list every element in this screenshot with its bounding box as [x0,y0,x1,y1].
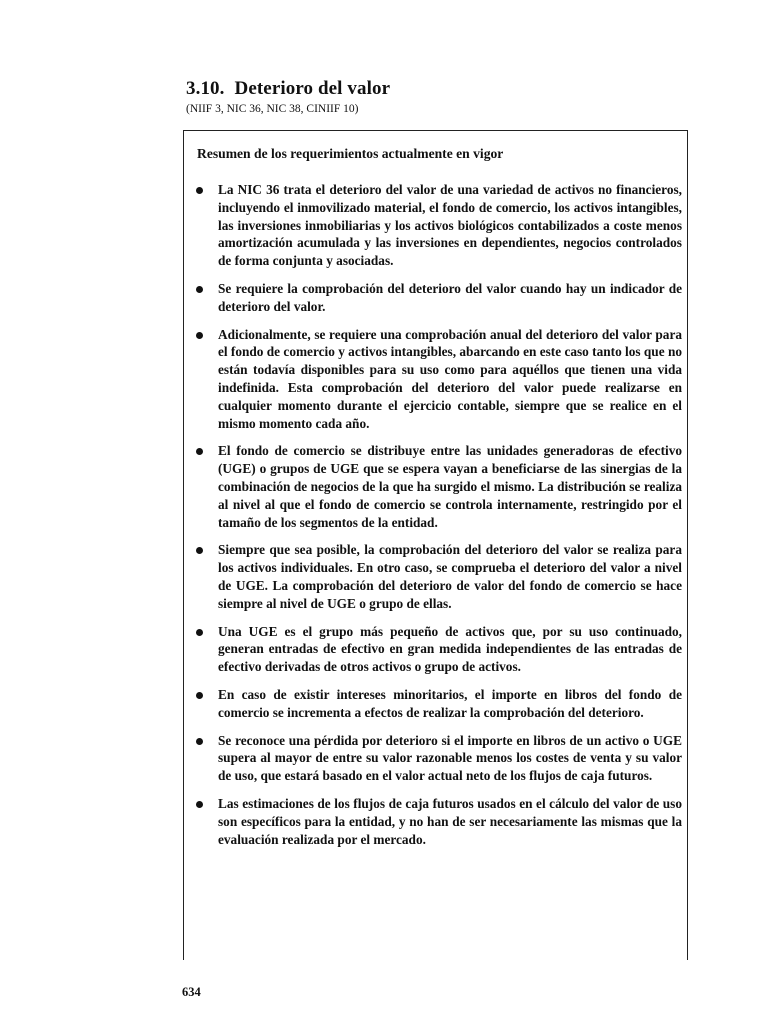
list-item [194,181,682,270]
list-item-text: El fondo de comercio se distribuye entre las unidades generadoras de efectivo (UGE) o grupos de UGE que se espera vayan a beneficiarse de las sinergias de la combinación de negocios de la que ha surgido el mismo. La distribución se realiza al nivel al que el fondo de comercio se controla internamente, restringido por el tamaño de los segmentos de la entidad. [218,443,682,530]
list-item [194,795,682,848]
list-item [194,326,682,433]
bullet-icon [196,187,203,194]
list-item [194,280,682,316]
bullet-icon [196,332,203,339]
requirements-list [194,181,682,858]
list-item [194,623,682,676]
list-item [194,541,682,612]
list-item-text: Se requiere la comprobación del deterioro del valor cuando hay un indicador de deterioro del valor. [218,280,682,314]
bullet-icon [196,448,203,455]
page-number: 634 [182,985,201,999]
section-number: 3.10. [186,78,225,99]
list-item-text: Las estimaciones de los flujos de caja futuros usados en el cálculo del valor de uso son específicos para la entidad, y no han de ser necesariamente las mismas que la evaluación realizada por el mercado. [218,795,682,847]
list-item-text: Se reconoce una pérdida por deterioro si el importe en libros de un activo o UGE supera al mayor de entre su valor razonable menos los costes de venta y su valor de uso, que estará basado en el valor actual neto de los flujos de caja futuros. [218,732,682,784]
requirements-summary-box [183,130,688,960]
bullet-icon [196,738,203,745]
section-heading [186,78,390,100]
bullet-icon [196,629,203,636]
list-item [194,686,682,722]
bullet-icon [196,692,203,699]
summary-box-title: Resumen de los requerimientos actualmente en vigor [197,146,504,161]
bullet-icon [196,286,203,293]
section-references: (NIIF 3, NIC 36, NIC 38, CINIIF 10) [186,103,359,115]
list-item-text: Una UGE es el grupo más pequeño de activos que, por su uso continuado, generan entradas de efectivo en gran medida independientes de las entradas de efectivo derivadas de otros activos o grupo de activos. [218,623,682,675]
list-item-text: Siempre que sea posible, la comprobación del deterioro del valor se realiza para los activos individuales. En otro caso, se comprueba el deterioro del valor a nivel de UGE. La comprobación del deterioro de valor del fondo de comercio se hace siempre al nivel de UGE o grupo de ellas. [218,542,682,611]
list-item [194,442,682,531]
list-item-text: Adicionalmente, se requiere una comprobación anual del deterioro del valor para el fondo de comercio y activos intangibles, abarcando en este caso tanto los que no están todavía disponibles para su uso como para aquéllos que tienen una vida indefinida. Esta comprobación del deterioro del valor puede realizarse en cualquier momento durante el ejercicio contable, siempre que se realice en el mismo momento cada año. [218,326,682,431]
section-title: Deterioro del valor [234,78,391,99]
bullet-icon [196,801,203,808]
list-item-text: En caso de existir intereses minoritarios, el importe en libros del fondo de comercio se incrementa a efectos de realizar la comprobación del deterioro. [218,686,682,720]
bullet-icon [196,547,203,554]
list-item-text: La NIC 36 trata el deterioro del valor de una variedad de activos no financieros, incluyendo el inmovilizado material, el fondo de comercio, los activos intangibles, las inversiones inmobiliarias y los activos biológicos contabilizados a coste menos amortización acumulada y las inversiones en dependientes, negocios controlados de forma conjunta y asociadas. [218,182,682,269]
list-item [194,732,682,785]
